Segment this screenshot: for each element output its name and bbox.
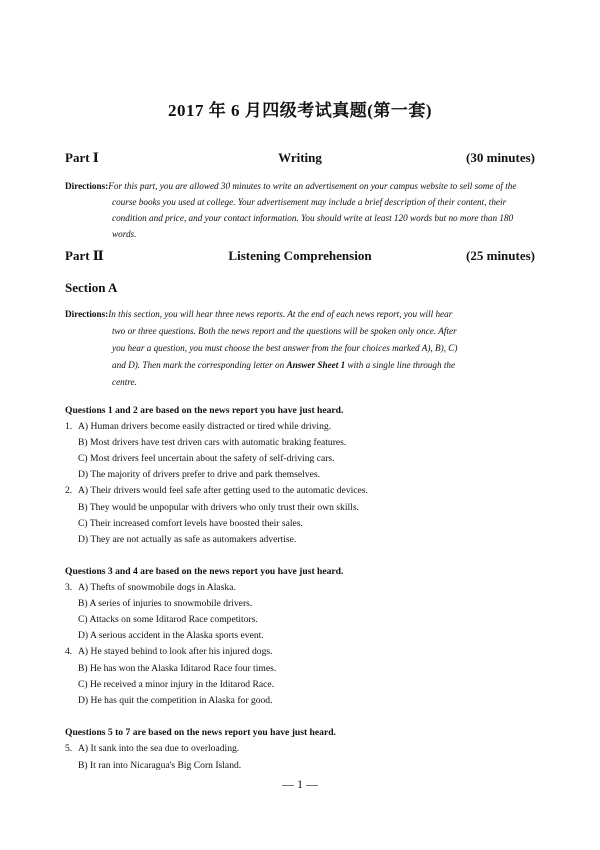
section-a-directions-text-1: In this section, you will hear three news reports. At the end of each news report, you will hear two or three questions. Both the news report and the questions will be spoken only once. After you hear a question, you must choose the best answer from the four choices marked A), B), C) and D). Then mark the corresponding letter on (108, 309, 458, 370)
part-1-time: (30 minutes) (466, 150, 535, 165)
question-number: 2. (65, 485, 73, 496)
question-number: 3. (65, 582, 73, 593)
option: B) He has won the Alaska Iditarod Race four times. (78, 663, 277, 674)
question-number: 1. (65, 421, 73, 432)
section-a-directions-text-2: with a single line through the centre. (112, 360, 456, 387)
part-1-name: Writing (278, 150, 322, 165)
option: B) A series of injuries to snowmobile drivers. (78, 598, 253, 609)
page-number: — 1 — (282, 777, 318, 791)
option: A) Human drivers become easily distracted or tired while driving. (78, 421, 332, 432)
option: A) It sank into the sea due to overloading. (78, 743, 240, 754)
page-title: 2017 年 6 月四级考试真题(第一套) (167, 101, 433, 120)
section-a-directions (65, 306, 465, 391)
option: C) Attacks on some Iditarod Race competitors. (78, 614, 258, 625)
section-a-directions-label: Directions: (65, 309, 109, 319)
question-group-header: Questions 3 and 4 are based on the news report you have just heard. (65, 566, 344, 577)
part-2-label: Part Ⅱ (65, 248, 104, 263)
part-1-label: Part Ⅰ (65, 150, 99, 165)
option: B) They would be unpopular with drivers who only trust their own skills. (78, 502, 359, 513)
option: B) Most drivers have test driven cars with automatic braking features. (78, 437, 347, 448)
part-2-name: Listening Comprehension (228, 248, 372, 263)
option: D) A serious accident in the Alaska sports event. (78, 630, 264, 641)
part-1-directions-text: For this part, you are allowed 30 minutes to write an advertisement on your campus website to sell some of the course books you used at college. Your advertisement may include a brief description of their content, their condition and price, and your contact information. You should write at least 120 words but no more than 180 words. (108, 181, 517, 239)
option: A) Their drivers would feel safe after getting used to the automatic devices. (78, 485, 368, 496)
option: C) Their increased comfort levels have boosted their sales. (78, 518, 303, 529)
option: D) They are not actually as safe as automakers advertise. (78, 534, 297, 545)
option: D) The majority of drivers prefer to drive and park themselves. (78, 469, 320, 480)
part-1-header (65, 150, 535, 168)
part-1-directions-label: Directions: (65, 181, 109, 191)
option: A) Thefts of snowmobile dogs in Alaska. (78, 582, 236, 593)
option: D) He has quit the competition in Alaska for good. (78, 695, 273, 706)
question-number: 5. (65, 743, 73, 754)
question-group-header: Questions 1 and 2 are based on the news report you have just heard. (65, 405, 344, 416)
question-group-header: Questions 5 to 7 are based on the news report you have just heard. (65, 727, 336, 738)
answer-sheet-ref: Answer Sheet 1 (286, 360, 346, 370)
option: C) Most drivers feel uncertain about the safety of self-driving cars. (78, 453, 335, 464)
part-2-header (65, 248, 535, 266)
question-number: 4. (65, 646, 73, 657)
part-2-time: (25 minutes) (466, 248, 535, 263)
section-a-title: Section A (65, 280, 118, 295)
option: A) He stayed behind to look after his injured dogs. (78, 646, 273, 657)
option: C) He received a minor injury in the Iditarod Race. (78, 679, 275, 690)
option: B) It ran into Nicaragua's Big Corn Island. (78, 760, 242, 771)
part-1-directions (65, 178, 537, 242)
